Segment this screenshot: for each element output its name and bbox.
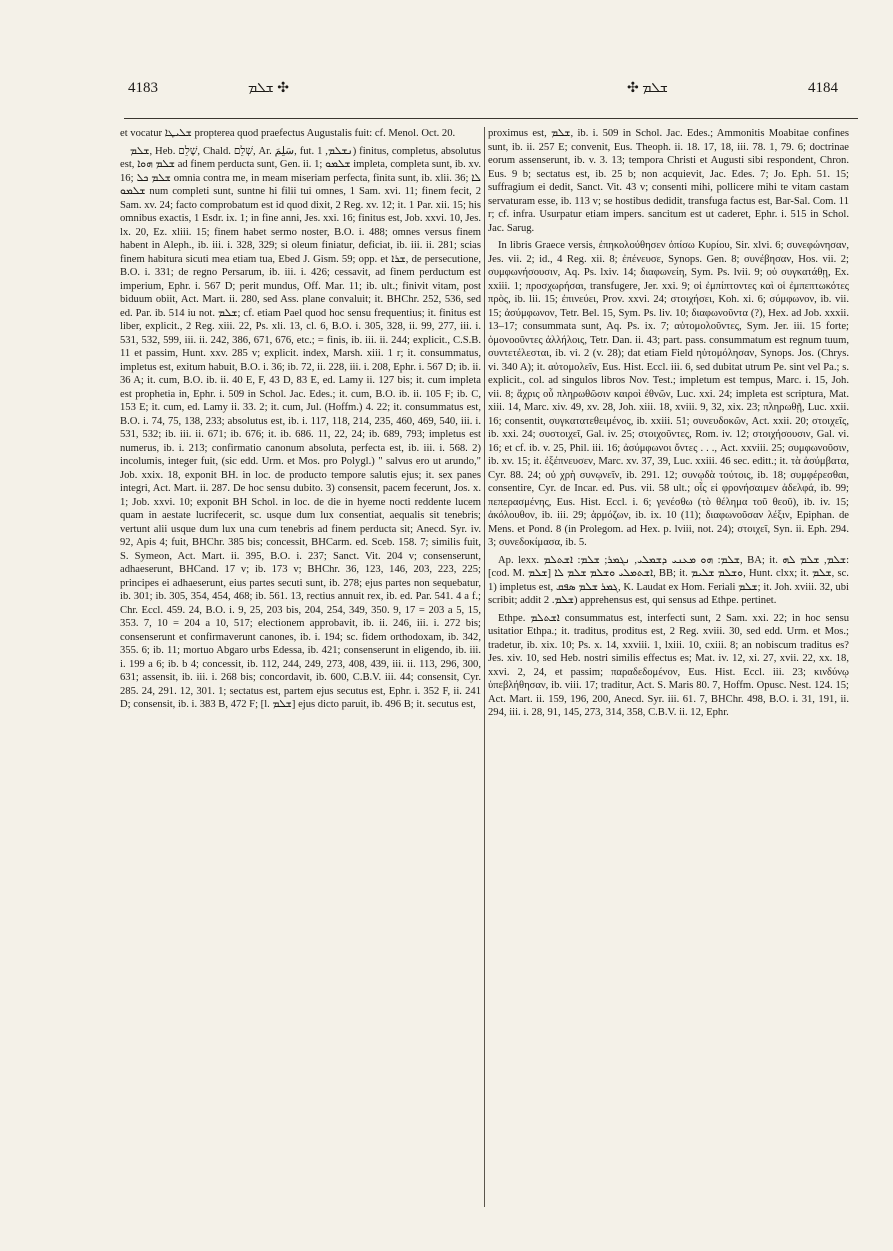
running-title-right: ✣ ܫܠܡ [627, 81, 668, 96]
page-header [0, 0, 893, 110]
right-column [488, 127, 849, 1212]
left-paragraph: et vocatur ܫܠܝܛܐ propterea quod praefectus Augustalis fuit: cf. Menol. Oct. 20. [120, 128, 456, 139]
running-title-left: ܫܠܡ ✣ [248, 81, 289, 96]
right-paragraph: In libris Graece versis, ἐπηκολούθησεν ὀπίσω Κυρίου, Sir. xlvi. 6; συνεφώνησαν, Jes. vii. 2; id., 4 Reg. xii. 8; ἐπένευσε, Synops. Gen. 8; συνέβησαν, Hos. vii. 2; συμφωνήσουσιν, Aq. Ps. lxiv. 14; διαφωνείη, Sym. Ps. lvii. 9; οὐ συγκατάθῃ, Ex. xxiii. 1; προσχωρήσαι, transfugere, Jer. xxi. 9; οἱ ἐμπίπτοντες καὶ οἱ ἐμπεπτωκότες πρὸς, ib. lii. 15; ἐπινεύει, Prov. xxvi. 24; στοιχήσει, Koh. xi. 6; σύμφωνον, ib. vii. 15; ἀσύμφωνον, Tetr. Bel. 15, Sym. Ps. liv. 10; διαφωνοῦντα (?), Hex. ad Job. xxxii. 13–17; consummata sunt, Aq. Ps. ix. 7; αὐτομολοῦντες, Sym. Jer. iii. 15 forte; ὁμονοοῦντες ἀλλήλοις, Tetr. Dan. ii. 43; part. pass. consummatum est regnum tuum, συντετέλεσται, ib. vi. 2 (v. 28); dat etiam Field ηὐτομόλησαν, Synops. Jos. (Chrys. vi. 340 A); it. αὐτομολεῖν, Eus. Hist. Eccl. iii. 6, sed dubitat utrum Pe. sint vel Pa.; s. explicit., col. ad singulos libros Nov. Test.; impletum est tempus, Marc. i. 15, Joh. vii. 8; ἄχρις οὗ πληρωθῶσιν καιροὶ ἐθνῶν, Luc. xxi. 24; impleta est scriptura, Mat. xiii. 14, Marc. xiv. 49, xv. 28, Joh. xiii. 18, xviii. 9, 32, xix. 23; πληρωθῇ, Luc. xxii. 16; consentit, συγκατατεθειμένος, ib. xxiii. 51; συνευδοκῶν, Act. xxii. 20; στοιχεῖς, ib. xxi. 24; συστοιχεῖ, Gal. iv. 25; στοιχοῦντες, Rom. iv. 12; στοιχήσουσιν, Gal. vi. 16; et cf. ib. v. 25, Phil. iii. 16; ἀσύμφωνοι ὄντες . . ., Act. xxviii. 25; συμφωνοῦσιν, ib. xv. 15; it. ἐξέπνευσεν, Marc. xv. 37, 39, Luc. xxiii. 46 sec. editt.; it. τὰ ἀσύμβατα, Cyr. 88. 24; οὐ χρὴ συνῳνεῖν, ib. 291. 12; συνῳδὰ τούτοις, ib. 18; συμφέρεσθαι, consentire, Cyr. de Incar. ed. Pus. vii. 58 ult.; οἷς εἰ φρονήσαιμεν ἀδελφά, ib. 99; πεπερασμένης, Eus. Hist. Eccl. i. 6; γενέσθω (τὸ θέλημα τοῦ θεοῦ), ib. iv. 15; ἀκόλουθον, ib. iii. 29; ἁρμόζων, ib. ix. 10 (11); διαφωνοῦσαν λέξιν, Epiphan. de Mens. et Pond. 8 (in Prolegom. ad Hex. p. lviii, not. 24); στοιχεῖ, Syn. ii. Eph. 294. 3; συνεδοκίμασα, ib. 5. [488, 240, 849, 548]
page-number-right: 4184 [808, 80, 838, 96]
left-column [120, 127, 481, 1212]
right-paragraph: Ap. lexx. ܫܠܡ: ܗܘ ܡܥܢܝ ܕܫܡܠܝ, ܢܓܡܪ; ܫܠܡ: ܐܫܬܠܡ, BA; it. ܫܠܡ, ܫܠܡ ܠܗ: [cod. M. ܫܠܡ] ܐܫܬܡܠܝ ܘܫܠܡ ܫܠܡ ܠܐ, BB; it. ܘܫܠܡ ܫܠܝܡ, Hunt. clxx; it. ܫܠܡ, sc. 1) impletus est, ܓܡܪ ܫܠܡ ܣܦܩ, K. Laudat ex Hom. Feriali ܫܠܡ; it. Joh. xviii. 32, ubi scribit; addit ܫܠܡ. 2) apprehensus est, qui sensus ad Ethpe. pertinet. [488, 554, 849, 606]
left-paragraph: ܫܠܡ, Heb. שָׁלֵם, Chald. שְׁלֵם, Ar. سَلِمَ, fut. ܢܫܠܡ, 1) finitus, completus, absolutus est, ܫܠܡ ܗܘܐ ad finem perducta sunt, Gen. ii. 1; ܫܠܡܘ impleta, completa sunt, ib. xv. 16; ܫܠܡ ܟܠ omnia contra me, in meam miseriam perfecta, finita sunt, ib. xlii. 36; ܠܐ ܫܠܡܘ num completi sunt, suntne hi filii tui omnes, 1 Sam. xvi. 11; finem fecit, 2 Sam. xv. 24; facto comprobatum est id quod dixit, 2 Reg. xv. 12; it. 1 Par. xii. 15; his omnibus exactis, 1 Esdr. ix. 1; in fine anni, Jes. xxi. 16; finitus est, Job. xxvi. 10, Jes. lx. 20, Ez. xliii. 15; finem habet sermo noster, B.O. i. 488; omnes versus finem habent in Aleph., ib. iii. i. 328, 329; si oleum finiatur, deficiat, ib. iii. ii. 281; scias finem habitura sicuti mea etiam tua, Ebed J. Gism. 59; opp. et ܫܪܐ, de persecutione, B.O. i. 331; de regno Persarum, ib. iii. i. 426; cessavit, ad finem perductum est imperium, Ephr. i. 567 D; perit mundus, Off. Mar. 11; ib. ult.; finivit vitam, post biduum obiit, Act. Mart. ii. 280, sed Ass. plane convaluit; it. BHChr. 252, 536, sed ed. Par. ib. 514 iu not. ܫܠܡ; cf. etiam Pael quod hoc sensu frequentius; it. finitus est liber, explicit., 2 Reg. xiii. 22, Ps. xli. 13, cl. 6, B.O. i. 305, 328, ii. 99, 277, iii. i. 531, 532, 599, iii. ii. 242, 386, 671, 676, etc.; = finis, ib. iii. ii. 244; explicit., C.S.B. 11 et passim, Hunt. xxv. 285 v; explicit. index, Marsh. xiii. 1 r; it. consummatus, impletus est, exitum habuit, B.O. i. 36; ib. 72, ii. 228, iii. i. 208, Ephr. i. 567 D; ib. ii. 36 A; it. cum, B.O. ib. ii. 40 E, F, 43 D, 83 E, ed. Lamy ii. 127 bis; it. cum impleta est prophetia in, Ephr. i. 509 in Schol. Jac. Edes.; it. cum, B.O. ib. ii. 105 F; ib. C, 153 E; it. cum, ed. Lamy ii. 33. 2; it. cum, Jul. (Hoffm.) 4. 22; it. consummatus est, B.O. i. 74, 75, 138, 233; absolutus est, ib. i. 117, 118, 214, 235, 460, 469, 540, iii. i. 531, 532; ib. iii. ii. 671; ib. 676; it. ib. 686. 11, 22, 24; ib. 689, 793; impletus est numerus, ib. i. 213; confirmatio canonum absoluta, perfecta est, ib. iii. i. 568. 2) incolumis, integer fuit, (sic edd. Urm. et Mos. pro Polygl.) " salvus ero ut arundo," Job. xxix. 18, exponit BH. in loc. de producto tempore salutis ejus; it. sex panes integri, Act. Mart. ii. 287. De hoc sensu dubito. 3) consensit, pacem fecerunt, Jos. x. 1; Job. xxvi. 10; exponit BH Schol. in loc. de die in hyeme nocti reddente lucem quam in aestate lucrifecerit, sc. usque dum lux consentiat, aequalis sit tenebris; vertunt alii usque dum lux una cum tenebris ad finem perducta sit; Anecd. Syr. iv. 92, Apis 4; fuit, BHChr. 385 bis; concessit, BHCarm. ed. Sceb. 158. 7; similis fuit, S. Symeon, Act. Mart. ii. 395, B.O. i. 237; Sanct. Vit. 204 v; consenserunt, adhaeserunt, BHCand. 17 v; ib. 173 v; BHChr. 36, 123, 146, 203, 223, 225; principes ei adhaeserunt, eius partes secuti sunt, ib. 278; ejus partes non sequebatur, ib. 301; ib. 305, 354, 454, 468; ib. 561. 13, rectius annuit rex, ib. ed. Par. 541. 4 a f.; Chr. Eccl. 459. 24, B.O. i. 9, 25, 203 bis, 204, 254, 349, 350. 9, 17 = 203 a 5, 15, 353. 7, 10 = 204 a 10, 517; electionem approbavit, ib. ii. 246, iii. i. 272 bis; consenserunt et confirmaverunt canones, ib. i. 194; sc. fidem orthodoxam, ib. 342, 355. 6; ib. 11; mortuo Abgaro urbs Edessa, ib. 421; consenserunt in eligendo, ib. iii. i. 199 a 6; ib. b 4; concessit, ib. 112, 244, 249, 273, 408, 439, iii. ii. 113, 296, 300, 631; assensit, ib. iii. i. 268 bis; concordavit, ib. 600, C.B.V. iii. 44; consensit, Cyr. 285. 24, 291. 12, 301. 1; sectatus est, partem ejus secutus est, Ephr. i. 352 F, ii. 241 D; consensit, ib. i. 383 B, 472 F; [l. ܫܠܡ] ejus dicto paruit, ib. 496 B; it. secutus est, [120, 145, 481, 710]
header-rule [124, 118, 858, 119]
right-paragraph: Ethpe. ܐܫܬܠܡ consummatus est, interfecti sunt, 2 Sam. xxi. 22; in hoc sensu usitatior Ethpa.; it. traditus, proditus est, 2 Reg. xviii. 30, sed edd. Urm. et Mos.; tradetur, ib. xix. 10; Ps. x. 14, xxviii. 1, lxiii. 10, cxiii. 8; an nobiscum traditus es? Jes. xiv. 10, sed Heb. nostri similis effectus es; Mat. iv. 12, xi. 27, xvii. 22, xx. 18, xxvi. 2, 24, et passim; παραδεδομένον, Eus. Hist. Eccl. iii. 23; κινδύνῳ ὑπεβλήθησαν, ib. viii. 17; traditur, Act. S. Maris 80. 7, Hoffm. Opusc. Nest. 124. 15; Act. Mart. ii. 159, 196, 200, Anecd. Syr. iii. 61. 7, BHChr. 498, B.O. i. 31, 191, ii. 294, iii. i. 28, 91, 145, 273, 314, 358, C.B.V. ii. 12, Ephr. [488, 612, 849, 718]
page-number-left: 4183 [128, 80, 158, 96]
right-paragraph: proximus est, ܫܠܡ, ib. i. 509 in Schol. Jac. Edes.; Ammonitis Moabitae confines sunt, ib. ii. 257 E; convenit, Eus. Theoph. ii. 18. 17, 18, iii. 78. 1, 79. 6; doctrinae eorum assenserunt, ib. v. 3. 13; tempora Christi et Augusti sibi respondent, Chron. Eus. 9 b; sectatus est, ib. 25 b; non acquievit, Jac. Edes. 7; Jo. Eph. 51. 15; suffragium ei dedit, Sanct. Vit. 43 v; consenti mihi, pollicere mihi te vitam castam servaturam esse, ib. 113 v; se hostibus dedidit, transfuga factus est, Bar-Sal. Com. 11 r; cf. infra. Usurpatur etiam impers. sancitum est ut caderet, Ephr. i. 515 in Schol. Jac. Sarug. [488, 128, 849, 234]
column-divider [484, 127, 485, 1207]
